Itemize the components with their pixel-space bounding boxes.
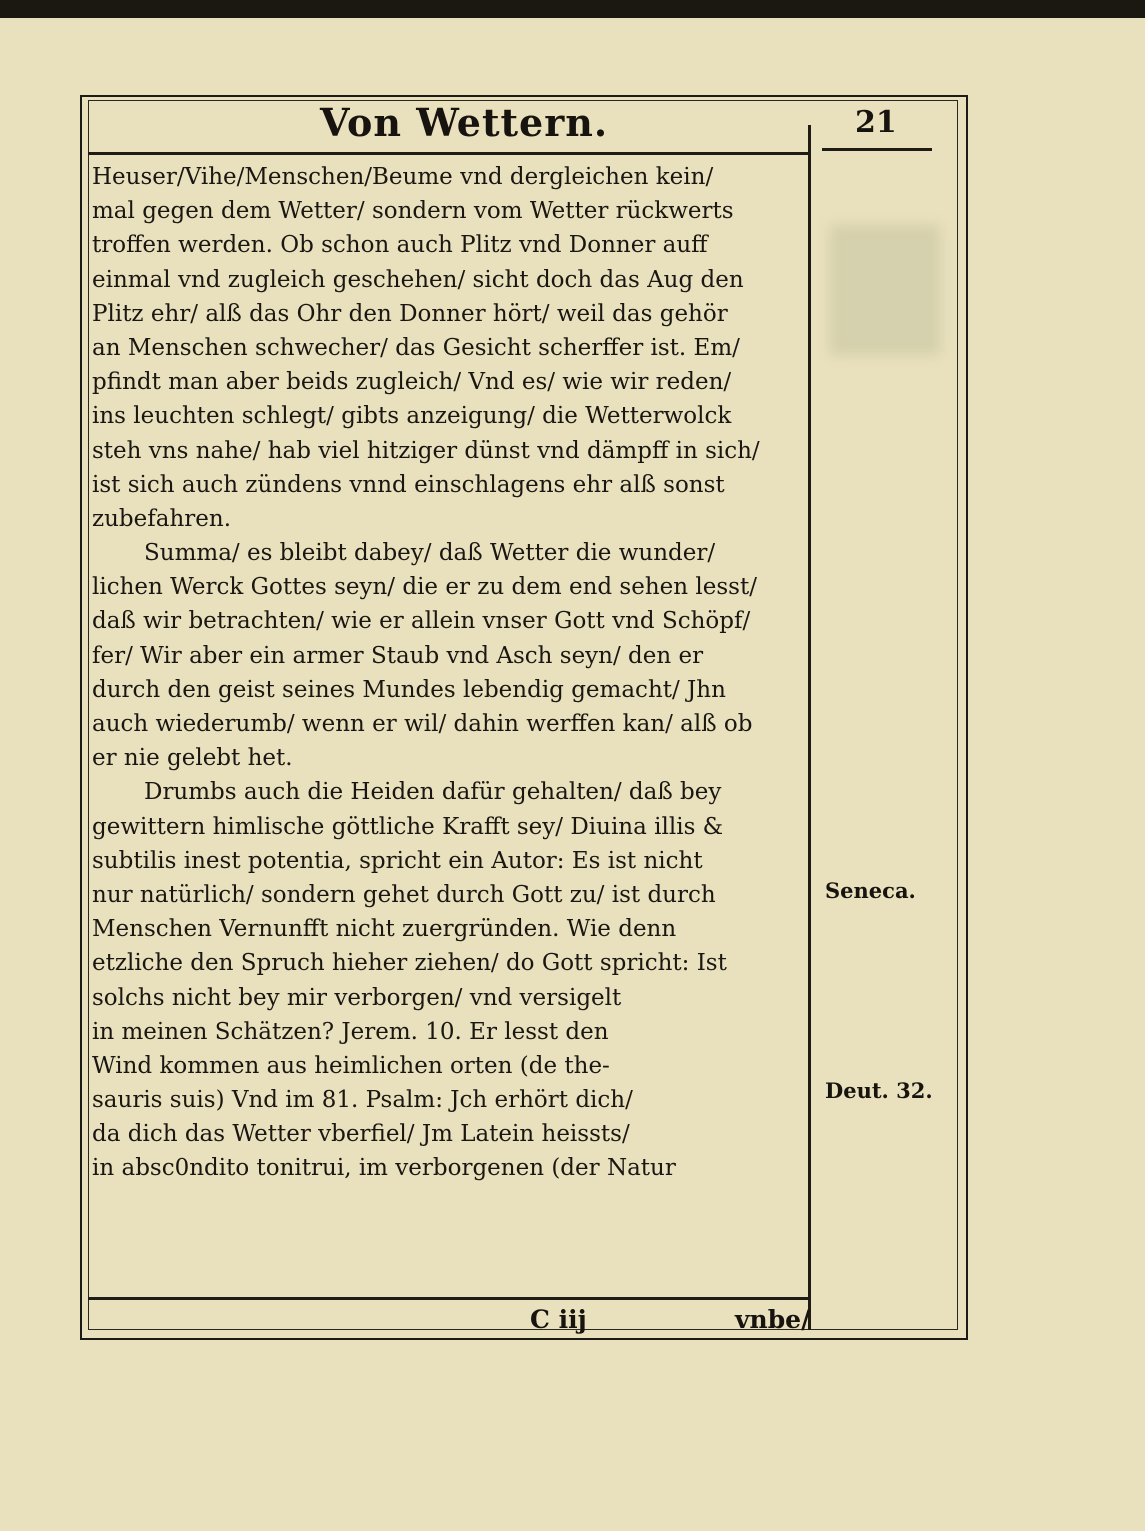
text-line: an Menschen schwecher/ das Gesicht scherffer ist. Em/ [92, 334, 740, 361]
text-line: Heuser/Vihe/Menschen/Beume vnd dergleichen kein/ [92, 164, 714, 190]
scan-top-band [0, 0, 1145, 18]
text-line: durch den geist seines Mundes lebendig gemacht/ Jhn [92, 676, 726, 703]
text-line: lichen Werck Gottes seyn/ die er zu dem end sehen lesst/ [92, 574, 757, 601]
text-line: ins leuchten schlegt/ gibts anzeigung/ die Wetterwolck [92, 403, 732, 430]
text-line: solchs nicht bey mir verborgen/ vnd versigelt [92, 984, 622, 1011]
margin-note-seneca: Seneca. [825, 878, 916, 903]
catchword: vnbe/ [735, 1305, 811, 1334]
text-line: etzliche den Spruch hieher ziehen/ do Gott spricht: Ist [92, 950, 727, 977]
text-line: gewittern himlische göttliche Krafft sey/ Diuina illis & [92, 813, 724, 840]
text-line: mal gegen dem Wetter/ sondern vom Wetter rückwerts [92, 198, 734, 225]
text-line: auch wiederumb/ wenn er wil/ dahin werffen kan/ alß ob [92, 711, 753, 737]
text-line: subtilis inest potentia, spricht ein Autor: Es ist nicht [92, 847, 703, 874]
text-line: Drumbs auch die Heiden dafür gehalten/ daß bey [144, 779, 722, 806]
page-number-rule [822, 148, 932, 151]
text-line: sauris suis) Vnd im 81. Psalm: Jch erhört dich/ [92, 1087, 633, 1114]
text-line: pfindt man aber beids zugleich/ Vnd es/ wie wir reden/ [92, 369, 732, 396]
text-line: zubefahren. [92, 505, 232, 532]
text-line: in meinen Schätzen? Jerem. 10. Er lesst den [92, 1018, 609, 1045]
text-line: Wind kommen aus heimlichen orten (de the- [92, 1052, 610, 1079]
footer-rule [88, 1297, 808, 1300]
page-number: 21 [855, 105, 897, 140]
main-text-block [92, 160, 804, 1186]
text-line: nur natürlich/ sondern gehet durch Gott zu/ ist durch [92, 881, 716, 908]
text-line: er nie gelebt het. [92, 745, 293, 772]
text-line: ist sich auch zündens vnnd einschlagens ehr alß sonst [92, 471, 725, 498]
signature-mark: C iij [530, 1305, 587, 1334]
margin-note-deut: Deut. 32. [825, 1078, 933, 1103]
text-line: fer/ Wir aber ein armer Staub vnd Asch seyn/ den er [92, 642, 704, 669]
text-line: Summa/ es bleibt dabey/ daß Wetter die wunder/ [144, 540, 716, 567]
text-line: troffen werden. Ob schon auch Plitz vnd Donner auff [92, 232, 708, 259]
text-line: Menschen Vernunfft nicht zuergründen. Wie denn [92, 916, 677, 943]
running-head: Von Wettern. [320, 100, 609, 145]
text-line: da dich das Wetter vberfiel/ Jm Latein heissts/ [92, 1121, 630, 1148]
text-line: daß wir betrachten/ wie er allein vnser Gott vnd Schöpf/ [92, 608, 751, 635]
header-rule [88, 152, 808, 155]
margin-column-rule [808, 125, 811, 1330]
text-line: einmal vnd zugleich geschehen/ sicht doch das Aug den [92, 266, 744, 293]
text-line: Plitz ehr/ alß das Ohr den Donner hört/ weil das gehör [92, 300, 728, 327]
text-line: in absc0ndito tonitrui, im verborgenen (der Natur [92, 1155, 676, 1182]
text-line: steh vns nahe/ hab viel hitziger dünst vnd dämpff in sich/ [92, 437, 760, 464]
